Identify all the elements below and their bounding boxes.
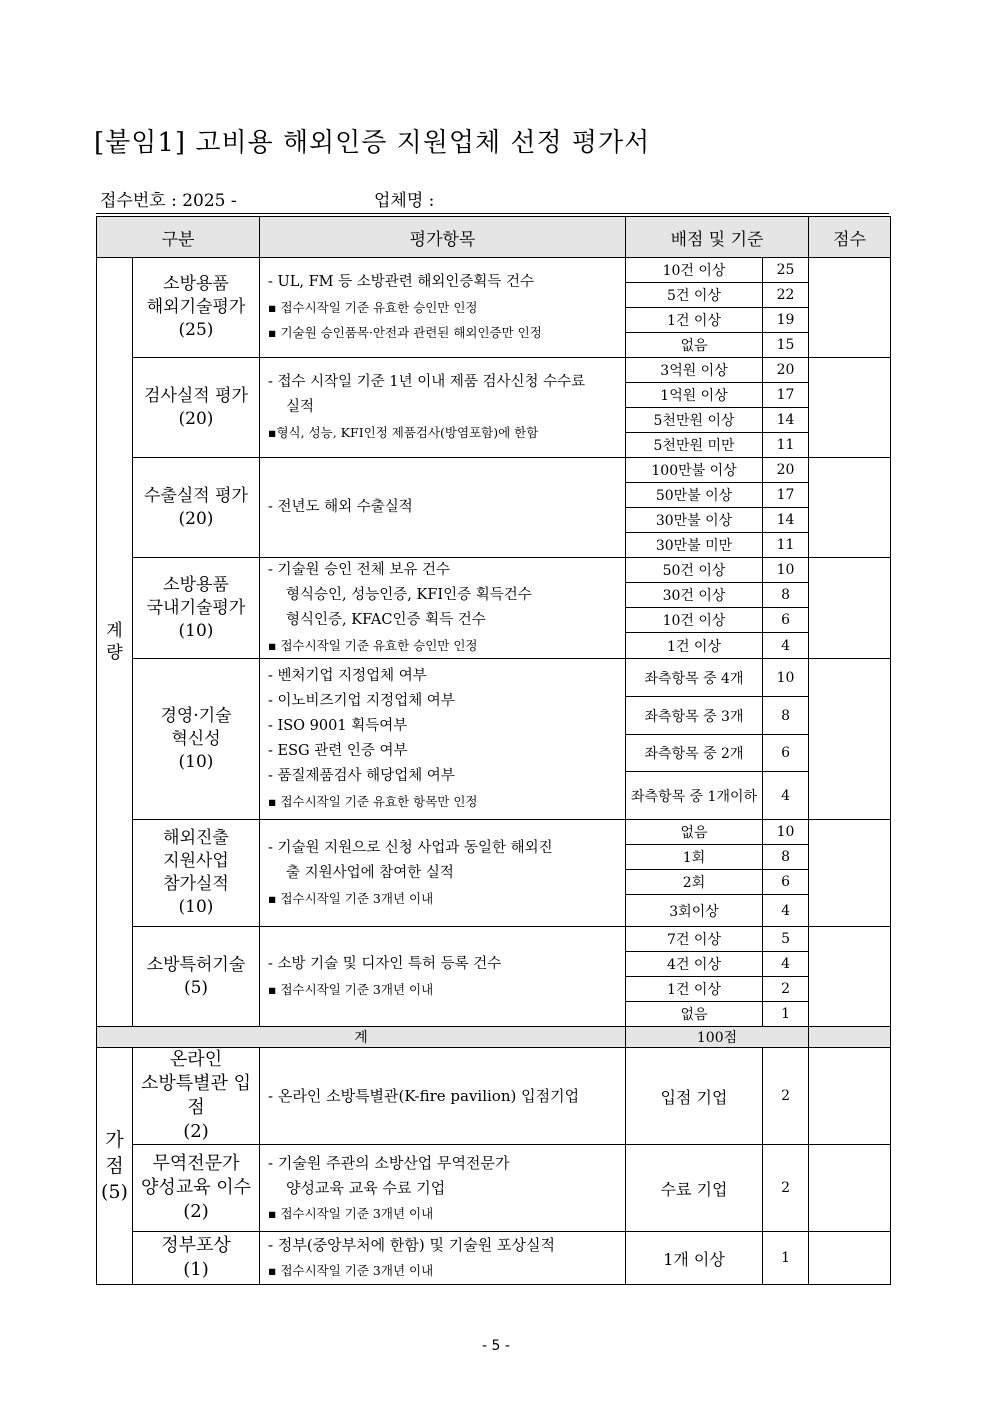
criteria-label: 1건 이상 <box>626 308 763 333</box>
criteria-points: 6 <box>763 735 809 772</box>
evaluation-item-line: - 벤처기업 지정업체 여부 <box>268 668 427 684</box>
criteria-points: 2 <box>763 1145 809 1232</box>
criteria-points: 15 <box>763 333 809 358</box>
criteria-points: 14 <box>763 408 809 433</box>
criteria-label: 없음 <box>626 820 763 845</box>
document-title: [붙임1] 고비용 해외인증 지원업체 선정 평가서 <box>94 128 651 158</box>
criteria-points: 17 <box>763 483 809 508</box>
evaluation-item-cell <box>260 458 626 558</box>
category-cell <box>133 820 260 927</box>
evaluation-item-line: - 소방 기술 및 디자인 특허 등록 건수 <box>268 955 502 972</box>
criteria-points: 8 <box>763 697 809 735</box>
criteria-points: 8 <box>763 845 809 870</box>
group-label-quantitative <box>97 258 133 1027</box>
criteria-points: 25 <box>763 258 809 283</box>
criteria-label: 1억원 이상 <box>626 383 763 408</box>
category-line: 소방특허기술 <box>146 954 246 975</box>
category-line: (1) <box>183 1259 209 1280</box>
category-cell <box>133 1232 260 1285</box>
criteria-label: 5천만원 이상 <box>626 408 763 433</box>
evaluation-item-line: ▪ 기술원 승인품목·안전과 관련된 해외인증만 인정 <box>268 325 542 340</box>
evaluation-item-line: - 품질제품검사 해당업체 여부 <box>268 768 455 784</box>
criteria-label: 1회 <box>626 845 763 870</box>
category-cell <box>133 258 260 358</box>
group-label-char: (5) <box>101 1181 128 1203</box>
category-cell <box>133 458 260 558</box>
category-cell <box>133 1145 260 1232</box>
evaluation-item-cell <box>260 258 626 358</box>
criteria-points: 11 <box>763 433 809 458</box>
group-label-char: 점 <box>105 1155 124 1177</box>
score-input-cell[interactable] <box>809 458 891 558</box>
criteria-points: 2 <box>763 1048 809 1145</box>
category-line: 혁신성 <box>171 728 221 749</box>
bonus-row <box>97 1145 891 1232</box>
evaluation-item-line: 출 지원사업에 참여한 실적 <box>286 864 454 881</box>
criteria-row <box>97 659 891 697</box>
group-label-char: 계 <box>106 621 123 641</box>
category-cell <box>133 659 260 820</box>
bonus-section <box>97 1048 891 1285</box>
criteria-label: 2회 <box>626 870 763 895</box>
score-input-cell[interactable] <box>809 358 891 458</box>
score-input-cell[interactable] <box>809 659 891 820</box>
evaluation-item-line: ▪ 접수시작일 기준 유효한 승인만 인정 <box>268 638 478 653</box>
criteria-label: 30만불 미만 <box>626 533 763 558</box>
evaluation-item-cell <box>260 558 626 659</box>
evaluation-item-line: ▪ 접수시작일 기준 유효한 항목만 인정 <box>268 794 478 809</box>
score-input-cell[interactable] <box>809 1232 891 1285</box>
criteria-label: 50건 이상 <box>626 558 763 583</box>
form-meta <box>100 186 435 211</box>
evaluation-item-line: - 접수 시작일 기준 1년 이내 제품 검사신청 수수료 <box>268 374 586 390</box>
criteria-points: 1 <box>763 1232 809 1285</box>
criteria-points: 20 <box>763 358 809 383</box>
criteria-row <box>97 258 891 283</box>
evaluation-item-line: - 온라인 소방특별관(K-fire pavilion) 입점기업 <box>268 1086 580 1105</box>
evaluation-item-line: ▪ 접수시작일 기준 3개년 이내 <box>268 981 434 997</box>
evaluation-item-cell <box>260 659 626 820</box>
category-line: 검사실적 평가 <box>144 385 248 406</box>
evaluation-table <box>96 216 891 1285</box>
criteria-label: 입점 기업 <box>626 1048 763 1145</box>
criteria-points: 14 <box>763 508 809 533</box>
evaluation-item-line: - ESG 관련 인증 여부 <box>268 743 408 759</box>
criteria-label: 1개 이상 <box>626 1232 763 1285</box>
criteria-label: 30만불 이상 <box>626 508 763 533</box>
criteria-label: 좌측항목 중 2개 <box>626 735 763 772</box>
criteria-row <box>97 458 891 483</box>
criteria-points: 6 <box>763 870 809 895</box>
bonus-row <box>97 1048 891 1145</box>
evaluation-item-line: 형식승인, 성능인증, KFI인증 획득건수 <box>286 587 532 603</box>
group-label-char: 가 <box>105 1129 124 1151</box>
evaluation-item-line: - 기술원 지원으로 신청 사업과 동일한 해외진 <box>268 839 553 856</box>
criteria-points: 20 <box>763 458 809 483</box>
category-line: (20) <box>178 408 214 429</box>
criteria-label: 10건 이상 <box>626 608 763 633</box>
criteria-label: 좌측항목 중 4개 <box>626 659 763 697</box>
category-line: 지원사업 <box>163 851 229 871</box>
category-line: (5) <box>183 977 209 998</box>
evaluation-item-cell <box>260 358 626 458</box>
criteria-label: 100만불 이상 <box>626 458 763 483</box>
criteria-row <box>97 358 891 383</box>
evaluation-item-cell <box>260 927 626 1027</box>
evaluation-item-cell <box>260 1145 626 1232</box>
quantitative-section <box>97 258 891 1027</box>
table-top-rule <box>96 213 889 214</box>
header-score: 점수 <box>809 217 891 258</box>
category-line: 소방용품 <box>163 574 229 595</box>
score-input-cell[interactable] <box>809 258 891 358</box>
category-line: 참가실적 <box>163 874 229 894</box>
evaluation-item-line: - UL, FM 등 소방관련 해외인증획득 건수 <box>268 274 535 290</box>
category-line: 해외기술평가 <box>146 297 246 317</box>
total-score-cell[interactable] <box>809 1027 891 1048</box>
criteria-label: 10건 이상 <box>626 258 763 283</box>
score-input-cell[interactable] <box>809 1145 891 1232</box>
category-line: 수출실적 평가 <box>144 485 248 506</box>
criteria-points: 19 <box>763 308 809 333</box>
evaluation-item-line: ▪ 접수시작일 기준 유효한 승인만 인정 <box>268 300 478 315</box>
company-name-label: 업체명 : <box>374 191 435 211</box>
category-cell <box>133 927 260 1027</box>
group-label-char: 량 <box>106 643 123 663</box>
header-item: 평가항목 <box>260 217 626 258</box>
category-line: (10) <box>178 751 214 772</box>
criteria-row <box>97 927 891 952</box>
score-input-cell[interactable] <box>809 558 891 659</box>
page-number: - 5 - <box>482 1338 510 1354</box>
criteria-points: 2 <box>763 977 809 1002</box>
category-line: 국내기술평가 <box>146 597 246 618</box>
table-header-row <box>97 217 891 258</box>
criteria-points: 11 <box>763 533 809 558</box>
criteria-points: 4 <box>763 895 809 927</box>
category-line: 양성교육 이수 <box>140 1177 252 1198</box>
criteria-label: 5건 이상 <box>626 283 763 308</box>
group-label-bonus <box>97 1048 133 1285</box>
evaluation-item-line: 실적 <box>286 399 315 415</box>
category-line: 온라인 <box>169 1049 223 1070</box>
criteria-points: 8 <box>763 583 809 608</box>
score-input-cell[interactable] <box>809 820 891 927</box>
criteria-label: 50만불 이상 <box>626 483 763 508</box>
category-line: (2) <box>183 1121 209 1142</box>
evaluation-item-line: 양성교육 교육 수료 기업 <box>286 1178 446 1197</box>
category-line: (10) <box>178 620 214 641</box>
category-line: 정부포상 <box>161 1235 231 1256</box>
evaluation-item-line: 형식인증, KFAC인증 획득 건수 <box>286 612 486 628</box>
evaluation-item-cell <box>260 820 626 927</box>
category-line: 경영·기술 <box>160 705 232 726</box>
bonus-row <box>97 1232 891 1285</box>
criteria-label: 좌측항목 중 3개 <box>626 697 763 735</box>
evaluation-item-line: - 정부(중앙부처에 한함) 및 기술원 포상실적 <box>268 1236 555 1254</box>
evaluation-item-line: - 기술원 승인 전체 보유 건수 <box>268 562 451 578</box>
category-line: 소방특별관 입점 <box>140 1073 252 1118</box>
criteria-label: 7건 이상 <box>626 927 763 952</box>
total-row <box>97 1027 891 1048</box>
criteria-row <box>97 558 891 583</box>
evaluation-item-line: ▪ 접수시작일 기준 3개년 이내 <box>268 890 434 906</box>
criteria-points: 10 <box>763 820 809 845</box>
criteria-row <box>97 820 891 845</box>
category-line: (25) <box>178 320 214 340</box>
category-cell <box>133 558 260 659</box>
criteria-points: 4 <box>763 952 809 977</box>
evaluation-item-line: ▪형식, 성능, KFI인정 제품검사(방염포함)에 한함 <box>268 425 539 440</box>
criteria-points: 4 <box>763 633 809 659</box>
criteria-label: 없음 <box>626 1002 763 1027</box>
criteria-label: 수료 기업 <box>626 1145 763 1232</box>
evaluation-item-cell <box>260 1048 626 1145</box>
category-line: (20) <box>178 508 214 529</box>
category-line: 소방용품 <box>163 274 229 294</box>
criteria-label: 없음 <box>626 333 763 358</box>
criteria-label: 1건 이상 <box>626 977 763 1002</box>
category-cell <box>133 358 260 458</box>
criteria-points: 4 <box>763 772 809 820</box>
criteria-points: 17 <box>763 383 809 408</box>
category-line: (10) <box>178 897 214 917</box>
criteria-label: 3억원 이상 <box>626 358 763 383</box>
evaluation-item-line: ▪ 접수시작일 기준 3개년 이내 <box>268 1263 434 1278</box>
evaluation-item-line: ▪ 접수시작일 기준 3개년 이내 <box>268 1205 434 1221</box>
criteria-label: 좌측항목 중 1개이하 <box>626 772 763 820</box>
total-label: 계 <box>97 1027 626 1048</box>
criteria-label: 30건 이상 <box>626 583 763 608</box>
evaluation-item-line: - 기술원 주관의 소방산업 무역전문가 <box>268 1153 510 1172</box>
category-line: 무역전문가 <box>152 1153 240 1174</box>
criteria-points: 10 <box>763 659 809 697</box>
evaluation-item-line: - 전년도 해외 수출실적 <box>268 499 413 515</box>
category-line: (2) <box>183 1201 209 1222</box>
criteria-points: 1 <box>763 1002 809 1027</box>
category-cell <box>133 1048 260 1145</box>
receipt-number-label: 접수번호 : 2025 - <box>100 191 237 211</box>
score-input-cell[interactable] <box>809 1048 891 1145</box>
criteria-points: 6 <box>763 608 809 633</box>
criteria-points: 10 <box>763 558 809 583</box>
total-value: 100점 <box>626 1027 809 1048</box>
evaluation-item-cell <box>260 1232 626 1285</box>
score-input-cell[interactable] <box>809 927 891 1027</box>
criteria-label: 1건 이상 <box>626 633 763 659</box>
criteria-label: 4건 이상 <box>626 952 763 977</box>
header-category: 구분 <box>97 217 260 258</box>
criteria-label: 5천만원 미만 <box>626 433 763 458</box>
criteria-points: 5 <box>763 927 809 952</box>
criteria-points: 22 <box>763 283 809 308</box>
evaluation-item-line: - 이노비즈기업 지정업체 여부 <box>268 693 455 709</box>
header-criteria: 배점 및 기준 <box>626 217 809 258</box>
evaluation-item-line: - ISO 9001 획득여부 <box>268 718 408 734</box>
criteria-label: 3회이상 <box>626 895 763 927</box>
category-line: 해외진출 <box>163 828 229 848</box>
